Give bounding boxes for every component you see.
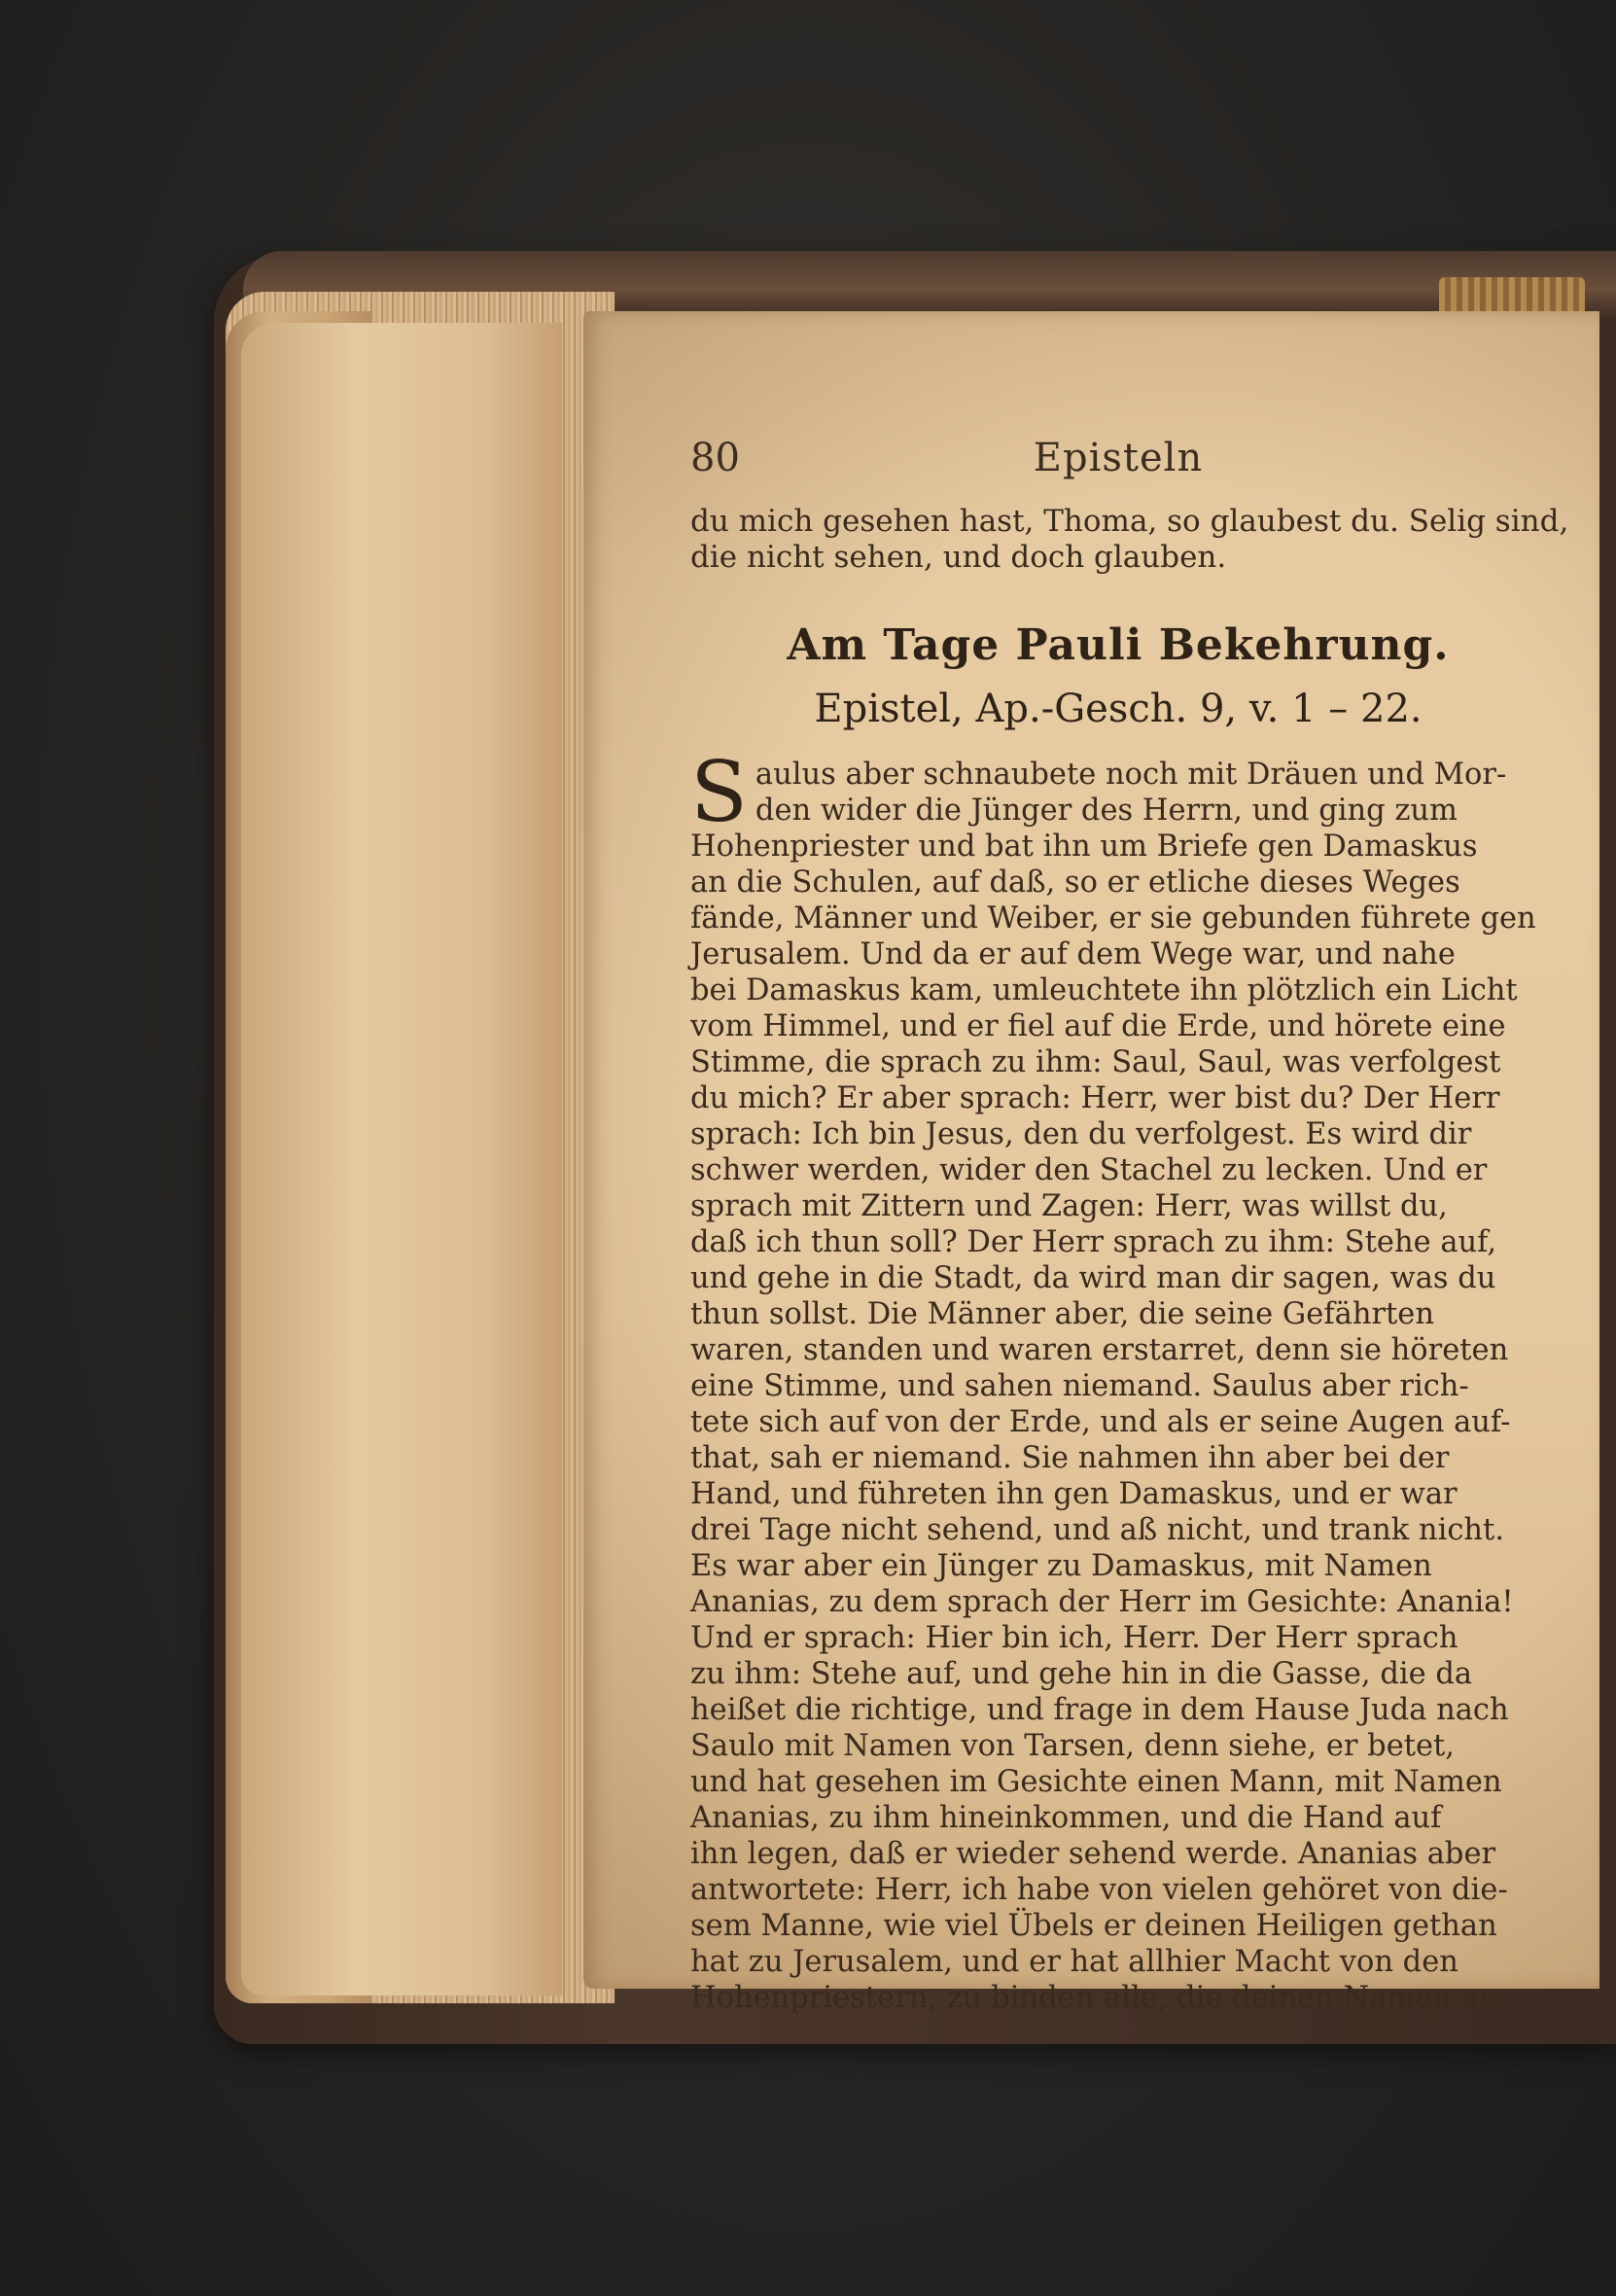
text-line: drei Tage nicht sehend, und aß nicht, und trank nicht. [690,1513,1505,1547]
page-number: 80 [690,436,740,480]
section-title: Am Tage Pauli Bekehrung. [787,620,1450,670]
intro-line: die nicht sehen, und doch glauben. [690,540,1227,575]
epistle-reference: Epistel, Ap.-Gesch. 9, v. 1 – 22. [814,687,1423,731]
text-line: Hohenpriestern, zu binden alle, die deinen Namen an- [690,1981,1508,2015]
text-line: und gehe in die Stadt, da wird man dir sagen, was du [690,1261,1496,1295]
text-line: und hat gesehen im Gesichte einen Mann, mit Namen [690,1765,1502,1799]
text-line: heißet die richtige, und frage in dem Hause Juda nach [690,1693,1509,1727]
page-edge-front [241,323,562,1996]
epistle-text [690,744,1546,2016]
text-line: an die Schulen, auf daß, so er etliche dieses Weges [690,865,1460,900]
intro-paragraph [690,504,1569,576]
text-line: sprach mit Zittern und Zagen: Herr, was willst du, [690,1189,1448,1223]
text-line: Es war aber ein Jünger zu Damaskus, mit Namen [690,1549,1432,1583]
text-line: Stimme, die sprach zu ihm: Saul, Saul, was verfolgest [690,1045,1501,1079]
text-line: Hand, und führeten ihn gen Damaskus, und er war [690,1477,1458,1511]
text-line: daß ich thun soll? Der Herr sprach zu ihm: Stehe auf, [690,1225,1497,1259]
text-line: bei Damaskus kam, umleuchtete ihn plötzlich ein Licht [690,973,1518,1007]
text-line: hat zu Jerusalem, und er hat allhier Macht von den [690,1945,1458,1979]
intro-line: du mich gesehen hast, Thoma, so glaubest du. Selig sind, [690,504,1569,539]
text-line: sem Manne, wie viel Übels er deinen Heiligen gethan [690,1909,1497,1943]
text-line: den wider die Jünger des Herrn, und ging zum [755,794,1458,828]
drop-cap: S [690,744,748,841]
text-line: Ananias, zu dem sprach der Herr im Gesichte: Anania! [690,1585,1514,1619]
text-line: Jerusalem. Und da er auf dem Wege war, und nahe [690,937,1456,971]
text-line: waren, standen und waren erstarret, denn sie höreten [690,1333,1509,1367]
text-line: du mich? Er aber sprach: Herr, wer bist du? Der Herr [690,1081,1500,1115]
text-line: fände, Männer und Weiber, er sie gebunden führete gen [690,901,1536,936]
text-line: zu ihm: Stehe auf, und gehe hin in die Gasse, die da [690,1657,1473,1691]
text-line: Und er sprach: Hier bin ich, Herr. Der Herr sprach [690,1621,1458,1655]
text-line: ihn legen, daß er wieder sehend werde. Ananias aber [690,1837,1496,1871]
text-line: aulus aber schnaubete noch mit Dräuen und Mor- [755,758,1507,792]
text-line: Hohenpriester und bat ihn um Briefe gen Damaskus [690,830,1478,864]
text-line: sprach: Ich bin Jesus, den du verfolgest. Es wird dir [690,1117,1472,1151]
text-line: tete sich auf von der Erde, und als er seine Augen auf- [690,1405,1511,1439]
text-line: schwer werden, wider den Stachel zu lecken. Und er [690,1153,1488,1187]
text-line: Ananias, zu ihm hineinkommen, und die Hand auf [690,1801,1442,1835]
book-page [583,311,1599,2015]
text-line: that, sah er niemand. Sie nahmen ihn aber bei der [690,1441,1450,1475]
text-line: eine Stimme, und sahen niemand. Saulus aber rich- [690,1369,1469,1403]
text-line: antwortete: Herr, ich habe von vielen gehöret von die- [690,1873,1508,1907]
text-line: thun sollst. Die Männer aber, die seine Gefährten [690,1297,1434,1331]
headband [1439,277,1585,316]
running-header: Episteln [1033,436,1204,480]
text-line: vom Himmel, und er fiel auf die Erde, und hörete eine [690,1009,1506,1043]
text-line: Saulo mit Namen von Tarsen, denn siehe, er betet, [690,1729,1456,1763]
